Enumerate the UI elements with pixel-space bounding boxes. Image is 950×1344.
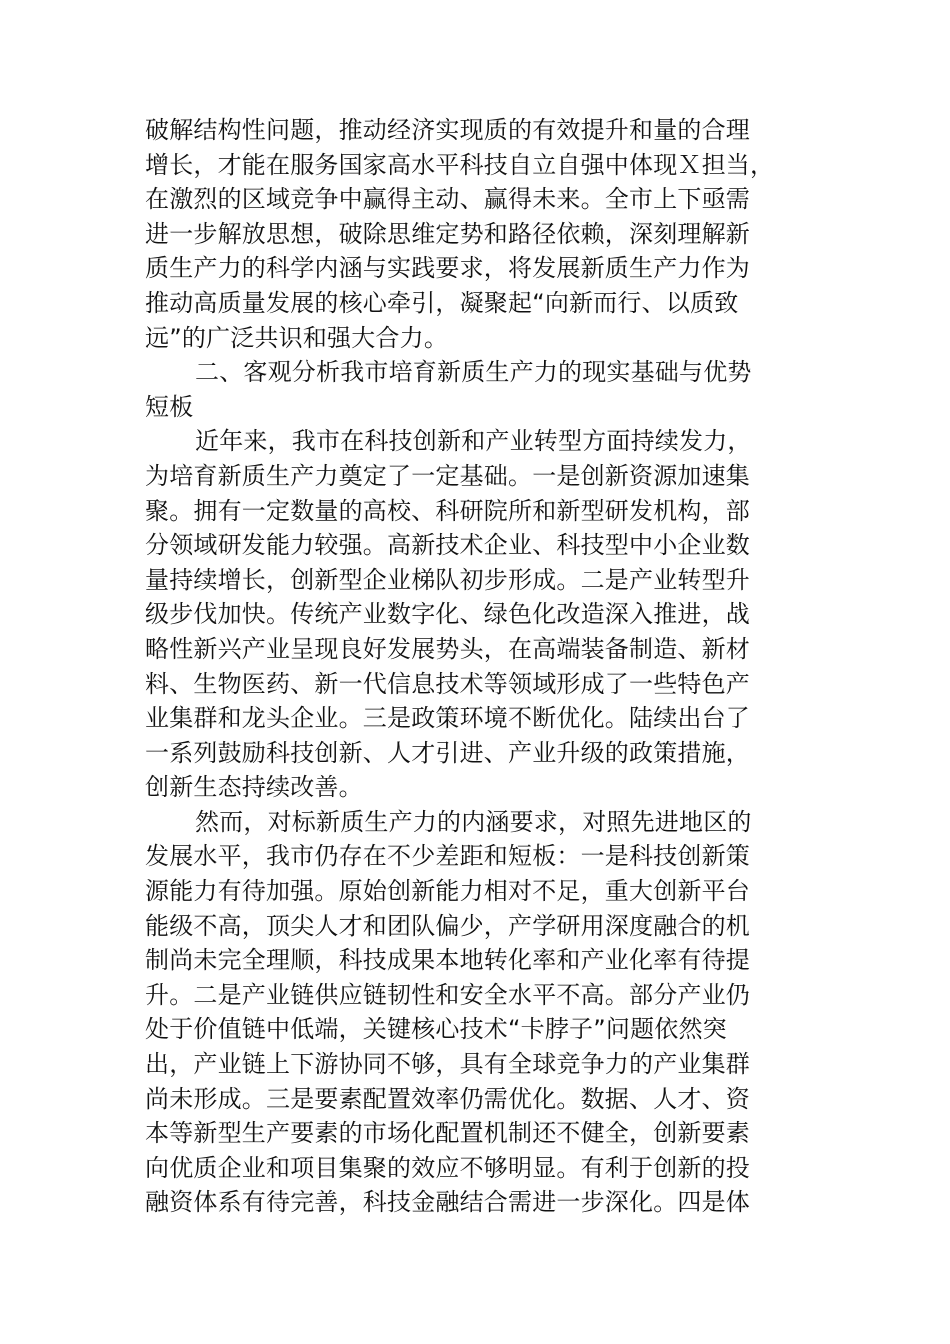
text-line: 破解结构性问题，推动经济实现质的有效提升和量的合理 [145, 116, 750, 144]
text-line: 创新生态持续改善。 [145, 773, 363, 802]
text-line: 为培育新质生产力奠定了一定基础。一是创新资源加速集 [145, 461, 750, 490]
paragraph-start-line: 然而，对标新质生产力的内涵要求，对照先进地区的 [195, 807, 752, 836]
text-line: 料、生物医药、新一代信息技术等领域形成了一些特色产 [145, 669, 750, 698]
text-line: 远”的广泛共识和强大合力。 [145, 323, 449, 352]
text-line: 分领域研发能力较强。高新技术企业、科技型中小企业数 [145, 531, 750, 560]
paragraph-start-line: 近年来，我市在科技创新和产业转型方面持续发力， [195, 427, 752, 456]
text-line: 量持续增长，创新型企业梯队初步形成。二是产业转型升 [145, 565, 750, 594]
text-line: 出，产业链上下游协同不够，具有全球竞争力的产业集群 [145, 1050, 750, 1079]
text-line: 级步伐加快。传统产业数字化、绿色化改造深入推进，战 [145, 600, 750, 629]
text-line: 本等新型生产要素的市场化配置机制还不健全，创新要素 [145, 1119, 750, 1148]
text-line: 业集群和龙头企业。三是政策环境不断优化。陆续出台了 [145, 704, 750, 733]
paragraph-start-line: 二、客观分析我市培育新质生产力的现实基础与优势 [195, 358, 752, 387]
text-line: 处于价值链中低端，关键核心技术“卡脖子”问题依然突 [145, 1015, 727, 1044]
text-line: 融资体系有待完善，科技金融结合需进一步深化。四是体 [145, 1188, 750, 1217]
text-line: 推动高质量发展的核心牵引，凝聚起“向新而行、以质致 [145, 288, 739, 317]
document-body [145, 113, 815, 1220]
text-line: 短板 [145, 392, 194, 421]
text-line: 在激烈的区域竞争中赢得主动、赢得未来。全市上下亟需 [145, 185, 750, 214]
text-line: 略性新兴产业呈现良好发展势头，在高端装备制造、新材 [145, 634, 750, 663]
text-line: 能级不高，顶尖人才和团队偏少，产学研用深度融合的机 [145, 911, 750, 940]
text-line: 发展水平，我市仍存在不少差距和短板：一是科技创新策 [145, 842, 750, 871]
text-line: 向优质企业和项目集聚的效应不够明显。有利于创新的投 [145, 1153, 750, 1182]
text-line: 聚。拥有一定数量的高校、科研院所和新型研发机构，部 [145, 496, 750, 525]
text-line: 增长，才能在服务国家高水平科技自立自强中体现Ｘ担当， [145, 150, 775, 179]
text-line: 尚未形成。三是要素配置效率仍需优化。数据、人才、资 [145, 1084, 750, 1113]
text-line: 升。二是产业链供应链韧性和安全水平不高。部分产业仍 [145, 980, 750, 1009]
text-line: 质生产力的科学内涵与实践要求，将发展新质生产力作为 [145, 254, 750, 283]
text-line: 进一步解放思想，破除思维定势和路径依赖，深刻理解新 [145, 219, 750, 248]
text-line: 制尚未完全理顺，科技成果本地转化率和产业化率有待提 [145, 946, 750, 975]
text-line: 一系列鼓励科技创新、人才引进、产业升级的政策措施， [145, 738, 750, 767]
text-line: 源能力有待加强。原始创新能力相对不足，重大创新平台 [145, 877, 750, 906]
